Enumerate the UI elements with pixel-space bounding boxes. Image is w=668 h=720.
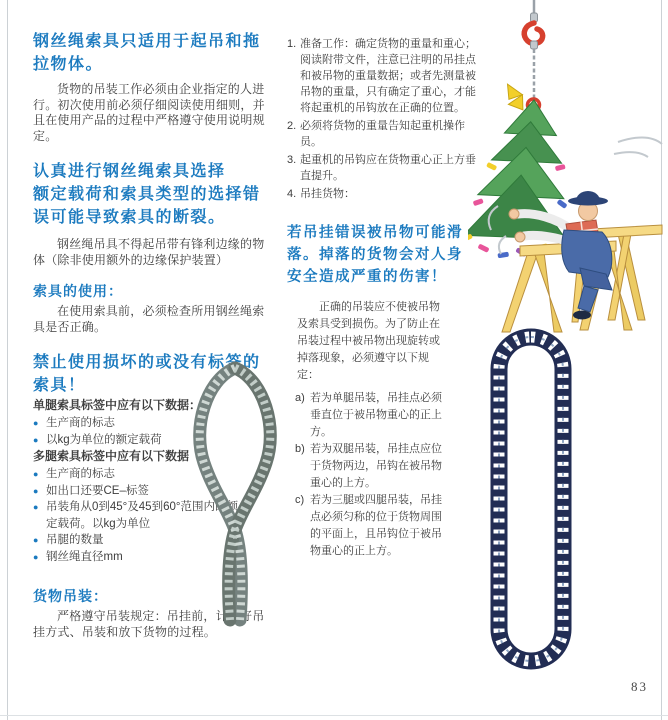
step-item [287,186,477,202]
step-number: 1. [287,38,297,50]
list-item: ● 生产商的标志 [33,415,246,432]
rule-item [295,492,477,560]
single-leg-intro: 单腿索具标签中应有以下数据： [33,398,202,412]
middle-column [287,36,477,560]
step-item [287,36,477,116]
multi-leg-intro: 多腿索具标签中应有以下数据 [33,449,190,463]
heading-warning: 若吊挂错误被吊物可能滑落。掉落的货物会对人身安全造成严重的伤害！ [287,225,463,285]
heading-forbidden: 禁止使用损坏的或没有标签的索具！ [33,354,261,394]
rules-list [295,390,477,560]
step-number: 2. [287,120,297,132]
heading-sling-use: 索具的使用： [33,283,123,299]
heading-selection-line2: 额定载荷和索具类型的选择错误可能导致索具的断裂。 [33,186,261,226]
heading-selection-line1: 认真进行钢丝绳索具选择 [33,163,226,180]
para-correct-lifting: 正确的吊装应不使被吊物及索具受到损伤。为了防止在吊装过程中被吊物出现旋转或掉落现象，必须遵守以下规定： [297,301,440,381]
heading-rope-usage: 钢丝绳索具只适用于起吊和拖拉物体。 [33,33,261,73]
swing-motion-lines [614,137,662,157]
rule-letter: a) [295,392,305,404]
rule-text: 若为单腿吊装，吊挂点必须垂直位于被吊物重心的正上方。 [310,392,442,438]
crane-cable-icon [524,0,542,98]
page-border-left [7,0,8,720]
heading-selection [33,160,269,229]
list-item: ● 生产商的标志 [33,466,246,483]
step-text: 准备工作：确定货物的重量和重心；阅读附带文件，注意已注明的吊挂点和被吊物的重量数据；或者先测量被吊物的重量，只有确定了重心，才能将起重机的吊钩放在正确的位置。 [300,38,476,114]
list-item: ● 吊装角从0到45°及45到60°范围内的额定载荷。以kg为单位 [33,499,246,532]
page-number: 83 [631,679,648,694]
worker-on-trestle-illustration [468,184,668,339]
rule-letter: b) [295,443,305,455]
para-load-lifting: 严格遵守吊装规定：吊挂前，计划好吊挂方式、吊装和放下货物的过程。 [33,609,265,639]
heading-load-lifting: 货物吊装： [33,588,108,604]
list-item: ● 吊腿的数量 [33,532,246,549]
page-border-bottom [0,715,668,716]
step-text: 吊挂货物： [300,188,355,200]
wire-rope-eye-splice-image [180,358,285,633]
para-intro: 货物的吊装工作必须由企业指定的人进行。初次使用前必须仔细阅读使用细则，并且在使用产品的过程中严格遵守使用说明规定。 [33,82,265,143]
rule-text: 若为三腿或四腿吊装，吊挂点必须匀称的位于货物周围的平面上，且吊钩位于被吊物重心的正上方。 [310,494,442,557]
rule-item [295,441,477,492]
step-text: 起重机的吊钩应在货物重心正上方垂直提升。 [300,154,476,182]
endless-rope-sling-image [488,328,578,678]
list-item: ● 钢丝绳直径mm [33,549,246,566]
rule-text: 若为双腿吊装，吊挂点应位于货物两边，吊钩在被吊物重心的上方。 [310,443,442,489]
list-item: ● 如出口还要CE–标签 [33,483,246,500]
step-text: 必须将货物的重量告知起重机操作员。 [300,120,465,148]
step-item [287,118,477,150]
list-item: ● 以kg为单位的额定载荷 [33,432,246,449]
step-number: 3. [287,154,297,166]
step-number: 4. [287,188,297,200]
rule-item [295,390,477,441]
para-sling-use: 在使用索具前，必须检查所用钢丝绳索具是否正确。 [33,304,265,334]
para-sharp-edges: 钢丝绳吊具不得起吊带有锋利边缘的物体（除非使用额外的边缘保护装置） [33,237,265,267]
reach-motion-lines [489,206,506,254]
rule-letter: c) [295,494,305,506]
step-item [287,152,477,184]
